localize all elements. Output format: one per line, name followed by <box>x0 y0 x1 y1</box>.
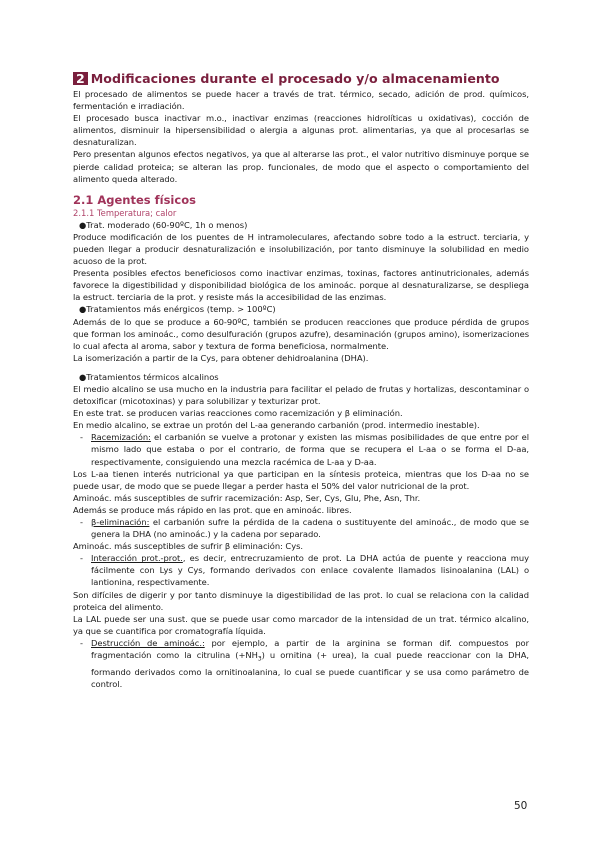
subscript: 3 <box>257 655 262 663</box>
bullet-heading: ●Tratamientos más enérgicos (temp. > 100ºC) <box>79 304 276 315</box>
paragraph: Los L-aa tienen interés nutricional ya que participan en la síntesis proteica, mientras que los D-aa no se puede usar, de modo que se puede llegar a perder hasta el 50% del valor nutricional de la prot. <box>73 468 529 491</box>
list-text: ) u ornitina (+ urea), la cual puede reaccionar con la DHA, formando derivados como la ornitinoalanina, lo cual se puede cuantificar y se usa como parámetro de control. <box>91 650 530 689</box>
subsection-heading: 2.1 Agentes físicos <box>73 192 196 207</box>
list-item <box>77 552 529 588</box>
paragraph: La isomerización a partir de la Cys, para obtener dehidroalanina (DHA). <box>73 352 369 363</box>
paragraph: Aminoác. más susceptibles de sufrir racemización: Asp, Ser, Cys, Glu, Phe, Asn, Thr. <box>73 492 421 503</box>
list-term: Racemización: <box>91 432 151 443</box>
list-text: , es decir, entrecruzamiento de prot. La DHA actúa de puente y reacciona muy fácilmente con Lys y Cys, formando derivados con enlace covalente llamados lisinoalanina (LAL) o lantionina, respectivamente. <box>91 553 530 588</box>
section-number-badge: 2 <box>73 72 88 85</box>
list-text: el carbanión se vuelve a protonar y existen las mismas posibilidades de que entre por el mismo lado que estaba o por el contrario, de forma que se recupera el L-aa o se forma el D-aa, respectivamente, consiguiendo una mezcla racémica de L-aa y D-aa. <box>91 432 529 467</box>
paragraph: Son difíciles de digerir y por tanto disminuye la digestibilidad de las prot. lo cual se relaciona con la calidad proteica del alimento. <box>73 589 529 612</box>
list-item <box>77 516 529 540</box>
page-content <box>73 71 529 690</box>
paragraph: Además se produce más rápido en las prot. que en aminoác. libres. <box>73 504 352 515</box>
list-term: β-eliminación: <box>91 517 150 527</box>
list-text: el carbanión sufre la pérdida de la cadena o sustituyente del aminoác., de modo que se genera la DHA (no aminoác.) y la cadena por separado. <box>91 517 529 540</box>
bullet-heading: ●Trat. moderado (60-90ºC, 1h o menos) <box>79 219 248 230</box>
subsubsection-heading: 2.1.1 Temperatura; calor <box>73 207 177 218</box>
paragraph: El medio alcalino se usa mucho en la industria para facilitar el pelado de frutas y hortalizas, descontaminar o detoxificar (micotoxinas) y para solubilizar y texturizar prot. <box>73 383 529 407</box>
list-dash: - <box>80 553 83 564</box>
paragraph: En medio alcalino, se extrae un protón del L-aa generando carbanión (prod. intermedio inestable). <box>73 420 480 431</box>
page-number: 50 <box>514 800 528 812</box>
paragraph: La LAL puede ser una sust. que se puede usar como marcador de la intensidad de un trat. térmico alcalino, ya que se cuantifica por cromatografía líquida. <box>73 613 529 636</box>
paragraph: Además de lo que se produce a 60-90ºC, también se producen reacciones que produce pérdida de grupos que forman los aminoác., como desulfuración (grupos azufre), desaminación (grupos amino), isomerizaciones lo cual afecta al aroma, sabor y textura de forma beneficiosa, normalmente. <box>73 316 529 351</box>
paragraph: Presenta posibles efectos beneficiosos como inactivar enzimas, toxinas, factores antinutricionales, además favorece la digestibilidad y disponibilidad biológica de los aminoác. porque al desnaturalizarse, se despliega la estruct. terciaria de la prot. y resiste más la accesibilidad de las enzimas. <box>73 268 529 303</box>
list-text: por ejemplo, a partir de la arginina se forman dif. compuestos por fragmentación como la citrulina (+NH <box>91 637 529 661</box>
paragraph: Produce modificación de los puentes de H intramoleculares, afectando sobre todo a la estruct. terciaria, y pueden llegar a producir desnaturalización e insolubilización, por tanto disminuye la solubilidad en medio acuoso de la prot. <box>73 231 529 267</box>
section-heading <box>73 71 529 86</box>
paragraph: El procesado busca inactivar m.o., inactivar enzimas (reacciones hidrolíticas u oxidativas), cocción de alimentos, disminuir la hipersensibilidad o alergia a algunas prot. alimentarias, ya que al procesarlas se desnaturalizan. <box>73 113 529 148</box>
paragraph: Aminoác. más susceptibles de sufrir β eliminación: Cys. <box>73 541 303 552</box>
list-item <box>77 431 529 467</box>
spacer <box>73 364 529 371</box>
list-item <box>77 637 529 690</box>
list-dash: - <box>80 432 83 443</box>
bullet-heading: ●Tratamientos térmicos alcalinos <box>79 371 219 382</box>
list-term: Destrucción de aminoác.: <box>91 637 205 648</box>
section-title: Modificaciones durante el procesado y/o almacenamiento <box>90 71 500 86</box>
paragraph: Pero presentan algunos efectos negativos, ya que al alterarse las prot., el valor nutritivo disminuye porque se pierde calidad proteica; se alteran las prop. funcionales, de modo que el aspecto o comportamiento del alimento queda alterado. <box>73 149 529 184</box>
list-dash: - <box>80 637 83 648</box>
paragraph: El procesado de alimentos se puede hacer a través de trat. térmico, secado, adición de prod. químicos, fermentación e irradiación. <box>73 89 529 112</box>
list-dash: - <box>80 517 83 527</box>
paragraph: En este trat. se producen varias reacciones como racemización y β eliminación. <box>73 408 403 419</box>
list-term: Interacción prot.-prot. <box>91 553 183 564</box>
